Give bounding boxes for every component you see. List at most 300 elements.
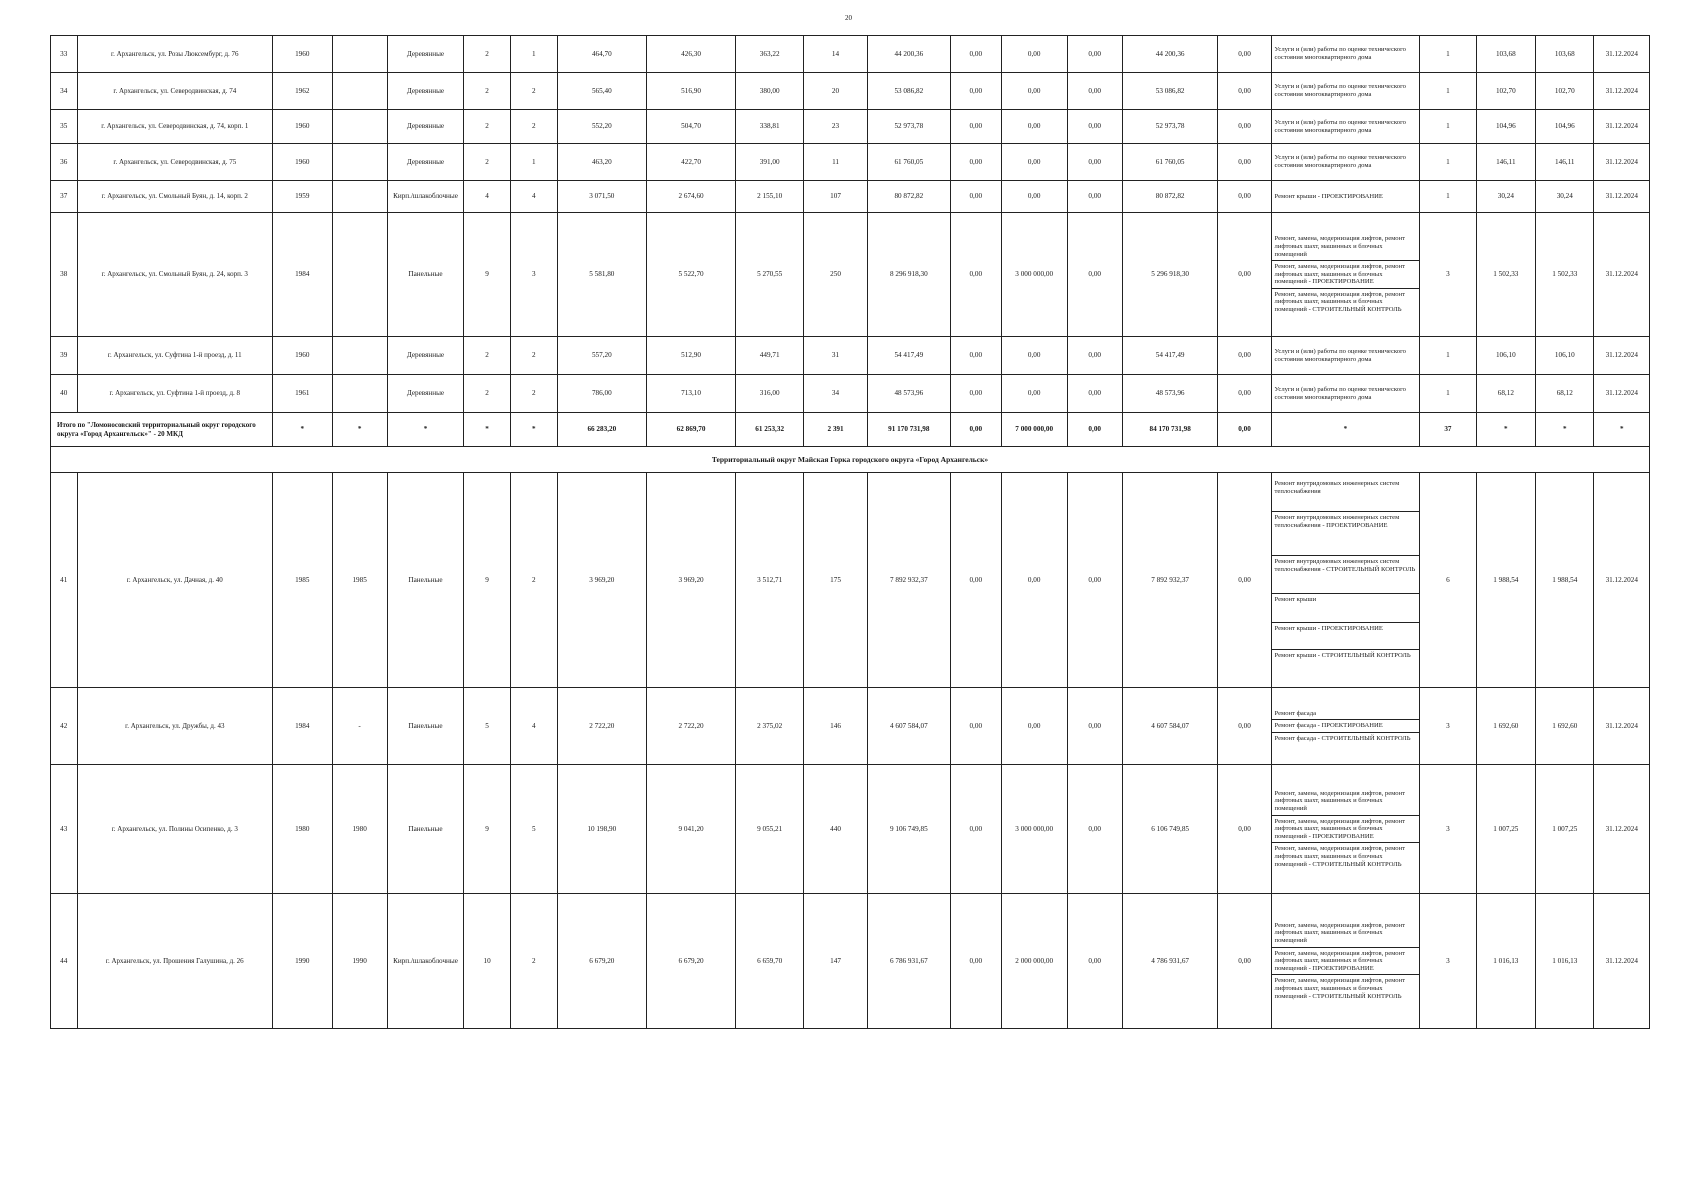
section-title: Территориальный округ Майская Горка городского округа «Город Архангельск» <box>51 447 1650 473</box>
residents: 31 <box>804 337 868 375</box>
work-type-item: Услуги и (или) работы по оценке технического состояния многоквартирного дома <box>1274 347 1406 363</box>
total-c4: * <box>332 413 387 447</box>
work-type-item: Ремонт, замена, модернизация лифтов, ремонт лифтовых шахт, машинных и блочных помещений <box>1272 788 1420 816</box>
total-f3: 0,00 <box>1067 413 1122 447</box>
fund-federal: 0,00 <box>950 337 1001 375</box>
work-types-cell <box>1271 473 1420 688</box>
total-cost: 6 786 931,67 <box>867 894 950 1029</box>
fund-other: 0,00 <box>1218 375 1271 413</box>
table-body <box>51 36 1650 1029</box>
completion-date: 31.12.2024 <box>1594 110 1650 144</box>
work-count: 3 <box>1420 213 1476 337</box>
fund-other: 0,00 <box>1218 144 1271 181</box>
row-number: 43 <box>51 765 78 894</box>
fund-federal: 0,00 <box>950 144 1001 181</box>
fund-regional: 0,00 <box>1001 375 1067 413</box>
address: г. Архангельск, ул. Смольный Буян, д. 24, корп. 3 <box>77 213 272 337</box>
work-type-item: Ремонт, замена, модернизация лифтов, ремонт лифтовых шахт, машинных и блочных помещений - ПРОЕКТИРОВАНИЕ <box>1272 816 1420 844</box>
work-count: 3 <box>1420 688 1476 765</box>
fund-federal: 0,00 <box>950 110 1001 144</box>
work-count: 1 <box>1420 181 1476 213</box>
fund-owners: 80 872,82 <box>1122 181 1218 213</box>
max-unit-cost: 104,96 <box>1536 110 1594 144</box>
completion-date: 31.12.2024 <box>1594 765 1650 894</box>
wall-material: Панельные <box>387 765 463 894</box>
section-header-row <box>51 447 1650 473</box>
completion-date: 31.12.2024 <box>1594 473 1650 688</box>
fund-local: 0,00 <box>1067 473 1122 688</box>
total-cost: 61 760,05 <box>867 144 950 181</box>
wall-material: Панельные <box>387 688 463 765</box>
residential-area: 449,71 <box>736 337 804 375</box>
total-count: 37 <box>1420 413 1476 447</box>
work-type-item: Ремонт, замена, модернизация лифтов, ремонт лифтовых шахт, машинных и блочных помещений - ПРОЕКТИРОВАНИЕ <box>1272 261 1420 289</box>
work-count: 1 <box>1420 110 1476 144</box>
wall-material: Деревянные <box>387 337 463 375</box>
completion-date: 31.12.2024 <box>1594 181 1650 213</box>
floors: 2 <box>464 375 511 413</box>
fund-regional: 0,00 <box>1001 688 1067 765</box>
floors: 5 <box>464 688 511 765</box>
commission-year: 1984 <box>273 213 332 337</box>
fund-regional: 0,00 <box>1001 181 1067 213</box>
residents: 440 <box>804 765 868 894</box>
total-area: 464,70 <box>557 36 646 73</box>
total-area: 786,00 <box>557 375 646 413</box>
max-unit-cost: 1 502,33 <box>1536 213 1594 337</box>
address: г. Архангельск, ул. Северодвинская, д. 75 <box>77 144 272 181</box>
table-row <box>51 73 1650 110</box>
fund-other: 0,00 <box>1218 337 1271 375</box>
reconstruction-year <box>332 73 387 110</box>
residents: 175 <box>804 473 868 688</box>
entrances: 5 <box>510 765 557 894</box>
total-area_total: 66 283,20 <box>557 413 646 447</box>
fund-local: 0,00 <box>1067 337 1122 375</box>
work-type-item: Ремонт фасада - СТРОИТЕЛЬНЫЙ КОНТРОЛЬ <box>1274 734 1411 742</box>
fund-regional: 0,00 <box>1001 473 1067 688</box>
total-cost: 54 417,49 <box>867 337 950 375</box>
work-count: 3 <box>1420 894 1476 1029</box>
unit-cost: 1 988,54 <box>1476 473 1535 688</box>
work-type-item: Услуги и (или) работы по оценке технического состояния многоквартирного дома <box>1274 385 1406 401</box>
max-unit-cost: 146,11 <box>1536 144 1594 181</box>
fund-local: 0,00 <box>1067 765 1122 894</box>
total-cost: 4 607 584,07 <box>867 688 950 765</box>
residents: 146 <box>804 688 868 765</box>
wall-material: Деревянные <box>387 36 463 73</box>
address: г. Архангельск, ул. Суфтина 1-й проезд, д. 8 <box>77 375 272 413</box>
table-row <box>51 894 1650 1029</box>
work-count: 1 <box>1420 375 1476 413</box>
reconstruction-year <box>332 181 387 213</box>
total-cost: 48 573,96 <box>867 375 950 413</box>
entrances: 2 <box>510 337 557 375</box>
work-types-cell <box>1271 688 1420 765</box>
entrances: 4 <box>510 688 557 765</box>
unit-cost: 1 692,60 <box>1476 688 1535 765</box>
floors: 9 <box>464 765 511 894</box>
completion-date: 31.12.2024 <box>1594 688 1650 765</box>
max-unit-cost: 68,12 <box>1536 375 1594 413</box>
wall-material: Панельные <box>387 213 463 337</box>
fund-other: 0,00 <box>1218 213 1271 337</box>
fund-federal: 0,00 <box>950 894 1001 1029</box>
residents: 107 <box>804 181 868 213</box>
total-f4: 84 170 731,98 <box>1122 413 1218 447</box>
living-area: 6 679,20 <box>646 894 735 1029</box>
work-count: 3 <box>1420 765 1476 894</box>
work-type-item: Ремонт, замена, модернизация лифтов, ремонт лифтовых шахт, машинных и блочных помещений - СТРОИТЕЛЬНЫЙ КОНТРОЛЬ <box>1274 290 1405 314</box>
fund-owners: 54 417,49 <box>1122 337 1218 375</box>
residential-area: 338,81 <box>736 110 804 144</box>
work-type-item: Ремонт, замена, модернизация лифтов, ремонт лифтовых шахт, машинных и блочных помещений <box>1272 233 1420 261</box>
table-row <box>51 144 1650 181</box>
fund-other: 0,00 <box>1218 110 1271 144</box>
total-cost: 8 296 918,30 <box>867 213 950 337</box>
living-area: 426,30 <box>646 36 735 73</box>
total-people: 2 391 <box>804 413 868 447</box>
work-type-item: Ремонт крыши <box>1272 594 1420 623</box>
fund-regional: 0,00 <box>1001 144 1067 181</box>
work-type-item: Ремонт фасада <box>1272 708 1420 721</box>
total-row <box>51 413 1650 447</box>
fund-local: 0,00 <box>1067 73 1122 110</box>
work-count: 1 <box>1420 73 1476 110</box>
total-area_res: 61 253,32 <box>736 413 804 447</box>
total-cost: 7 892 932,37 <box>867 473 950 688</box>
max-unit-cost: 30,24 <box>1536 181 1594 213</box>
max-unit-cost: 1 016,13 <box>1536 894 1594 1029</box>
commission-year: 1960 <box>273 144 332 181</box>
total-cost: 9 106 749,85 <box>867 765 950 894</box>
fund-owners: 48 573,96 <box>1122 375 1218 413</box>
living-area: 516,90 <box>646 73 735 110</box>
work-count: 1 <box>1420 36 1476 73</box>
unit-cost: 146,11 <box>1476 144 1535 181</box>
fund-federal: 0,00 <box>950 765 1001 894</box>
total-cost: 80 872,82 <box>867 181 950 213</box>
commission-year: 1960 <box>273 110 332 144</box>
fund-regional: 0,00 <box>1001 73 1067 110</box>
completion-date: 31.12.2024 <box>1594 144 1650 181</box>
total-c1: * <box>1476 413 1535 447</box>
max-unit-cost: 1 007,25 <box>1536 765 1594 894</box>
table-row <box>51 337 1650 375</box>
residents: 34 <box>804 375 868 413</box>
wall-material: Кирп./шлакоблочные <box>387 894 463 1029</box>
total-area: 10 198,90 <box>557 765 646 894</box>
work-count: 1 <box>1420 144 1476 181</box>
fund-other: 0,00 <box>1218 765 1271 894</box>
work-types-cell <box>1271 765 1420 894</box>
address: г. Архангельск, ул. Суфтина 1-й проезд, д. 11 <box>77 337 272 375</box>
total-c3: * <box>273 413 332 447</box>
work-type-item: Ремонт, замена, модернизация лифтов, ремонт лифтовых шахт, машинных и блочных помещений - СТРОИТЕЛЬНЫЙ КОНТРОЛЬ <box>1274 977 1405 1000</box>
fund-federal: 0,00 <box>950 36 1001 73</box>
reconstruction-year <box>332 36 387 73</box>
work-type-item: Ремонт внутридомовых инженерных систем теплоснабжения - СТРОИТЕЛЬНЫЙ КОНТРОЛЬ <box>1272 556 1420 594</box>
fund-owners: 53 086,82 <box>1122 73 1218 110</box>
unit-cost: 1 502,33 <box>1476 213 1535 337</box>
living-area: 504,70 <box>646 110 735 144</box>
fund-regional: 2 000 000,00 <box>1001 894 1067 1029</box>
residents: 11 <box>804 144 868 181</box>
total-f5: 0,00 <box>1218 413 1271 447</box>
fund-local: 0,00 <box>1067 36 1122 73</box>
floors: 2 <box>464 36 511 73</box>
entrances: 2 <box>510 73 557 110</box>
unit-cost: 1 007,25 <box>1476 765 1535 894</box>
table-row <box>51 765 1650 894</box>
living-area: 422,70 <box>646 144 735 181</box>
table-row <box>51 213 1650 337</box>
work-type-item: Услуги и (или) работы по оценке технического состояния многоквартирного дома <box>1274 46 1406 61</box>
completion-date: 31.12.2024 <box>1594 894 1650 1029</box>
work-type-item: Ремонт внутридомовых инженерных систем теплоснабжения - ПРОЕКТИРОВАНИЕ <box>1272 512 1420 556</box>
unit-cost: 103,68 <box>1476 36 1535 73</box>
total-area: 5 581,80 <box>557 213 646 337</box>
row-number: 38 <box>51 213 78 337</box>
reconstruction-year: 1990 <box>332 894 387 1029</box>
fund-owners: 4 786 931,67 <box>1122 894 1218 1029</box>
row-number: 41 <box>51 473 78 688</box>
total-area: 552,20 <box>557 110 646 144</box>
completion-date: 31.12.2024 <box>1594 337 1650 375</box>
commission-year: 1960 <box>273 36 332 73</box>
entrances: 2 <box>510 894 557 1029</box>
residents: 147 <box>804 894 868 1029</box>
total-cost: 53 086,82 <box>867 73 950 110</box>
total-area: 3 969,20 <box>557 473 646 688</box>
work-type-item: Ремонт крыши - ПРОЕКТИРОВАНИЕ <box>1274 192 1383 200</box>
row-number: 44 <box>51 894 78 1029</box>
work-type-item: Ремонт крыши - СТРОИТЕЛЬНЫЙ КОНТРОЛЬ <box>1274 652 1411 659</box>
reconstruction-year <box>332 375 387 413</box>
table-row <box>51 473 1650 688</box>
reconstruction-year: 1980 <box>332 765 387 894</box>
floors: 2 <box>464 73 511 110</box>
total-area: 565,40 <box>557 73 646 110</box>
commission-year: 1985 <box>273 473 332 688</box>
fund-local: 0,00 <box>1067 110 1122 144</box>
fund-owners: 52 973,78 <box>1122 110 1218 144</box>
fund-federal: 0,00 <box>950 473 1001 688</box>
address: г. Архангельск, ул. Прошения Галушина, д. 26 <box>77 894 272 1029</box>
row-number: 37 <box>51 181 78 213</box>
floors: 9 <box>464 213 511 337</box>
unit-cost: 106,10 <box>1476 337 1535 375</box>
fund-owners: 5 296 918,30 <box>1122 213 1218 337</box>
work-type-item: Услуги и (или) работы по оценке технического состояния многоквартирного дома <box>1274 154 1406 169</box>
row-number: 42 <box>51 688 78 765</box>
work-type-item: Ремонт, замена, модернизация лифтов, ремонт лифтовых шахт, машинных и блочных помещений - ПРОЕКТИРОВАНИЕ <box>1272 948 1420 976</box>
living-area: 5 522,70 <box>646 213 735 337</box>
table-row <box>51 181 1650 213</box>
wall-material: Деревянные <box>387 144 463 181</box>
fund-federal: 0,00 <box>950 688 1001 765</box>
entrances: 2 <box>510 110 557 144</box>
work-count: 6 <box>1420 473 1476 688</box>
fund-regional: 3 000 000,00 <box>1001 213 1067 337</box>
residential-area: 391,00 <box>736 144 804 181</box>
work-types-cell <box>1271 337 1420 375</box>
address: г. Архангельск, ул. Северодвинская, д. 74, корп. 1 <box>77 110 272 144</box>
residents: 20 <box>804 73 868 110</box>
total-works: * <box>1271 413 1420 447</box>
commission-year: 1960 <box>273 337 332 375</box>
completion-date: 31.12.2024 <box>1594 73 1650 110</box>
max-unit-cost: 1 988,54 <box>1536 473 1594 688</box>
completion-date: 31.12.2024 <box>1594 375 1650 413</box>
reconstruction-year: 1985 <box>332 473 387 688</box>
residential-area: 2 155,10 <box>736 181 804 213</box>
wall-material: Кирп./шлакоблочные <box>387 181 463 213</box>
fund-local: 0,00 <box>1067 144 1122 181</box>
repair-program-table <box>50 35 1650 1029</box>
work-type-item: Ремонт фасада - ПРОЕКТИРОВАНИЕ <box>1272 720 1420 733</box>
fund-federal: 0,00 <box>950 213 1001 337</box>
total-area: 557,20 <box>557 337 646 375</box>
residential-area: 9 055,21 <box>736 765 804 894</box>
unit-cost: 68,12 <box>1476 375 1535 413</box>
residential-area: 5 270,55 <box>736 213 804 337</box>
completion-date: 31.12.2024 <box>1594 213 1650 337</box>
total-cost: 52 973,78 <box>867 110 950 144</box>
floors: 4 <box>464 181 511 213</box>
entrances: 3 <box>510 213 557 337</box>
work-types-cell <box>1271 213 1420 337</box>
living-area: 2 674,60 <box>646 181 735 213</box>
total-f1: 0,00 <box>950 413 1001 447</box>
total-cost: 44 200,36 <box>867 36 950 73</box>
total-c6: * <box>464 413 511 447</box>
unit-cost: 30,24 <box>1476 181 1535 213</box>
fund-regional: 0,00 <box>1001 337 1067 375</box>
table-row <box>51 375 1650 413</box>
row-number: 34 <box>51 73 78 110</box>
total-label: Итого по "Ломоносовский территориальный округ городского округа «Город Архангельск»" - 20 МКД <box>51 413 273 447</box>
fund-other: 0,00 <box>1218 36 1271 73</box>
wall-material: Деревянные <box>387 375 463 413</box>
fund-other: 0,00 <box>1218 181 1271 213</box>
living-area: 512,90 <box>646 337 735 375</box>
total-date: * <box>1594 413 1650 447</box>
max-unit-cost: 1 692,60 <box>1536 688 1594 765</box>
total-cost: 91 170 731,98 <box>867 413 950 447</box>
work-types-cell <box>1271 144 1420 181</box>
living-area: 9 041,20 <box>646 765 735 894</box>
fund-local: 0,00 <box>1067 375 1122 413</box>
work-type-item: Ремонт внутридомовых инженерных систем теплоснабжения <box>1272 478 1420 512</box>
floors: 2 <box>464 110 511 144</box>
address: г. Архангельск, ул. Дружбы, д. 43 <box>77 688 272 765</box>
residential-area: 6 659,70 <box>736 894 804 1029</box>
entrances: 2 <box>510 473 557 688</box>
reconstruction-year <box>332 144 387 181</box>
work-type-item: Ремонт, замена, модернизация лифтов, ремонт лифтовых шахт, машинных и блочных помещений - СТРОИТЕЛЬНЫЙ КОНТРОЛЬ <box>1274 845 1405 868</box>
fund-federal: 0,00 <box>950 375 1001 413</box>
total-c7: * <box>510 413 557 447</box>
total-area: 3 071,50 <box>557 181 646 213</box>
residential-area: 363,22 <box>736 36 804 73</box>
fund-regional: 0,00 <box>1001 110 1067 144</box>
entrances: 2 <box>510 375 557 413</box>
work-types-cell <box>1271 181 1420 213</box>
unit-cost: 102,70 <box>1476 73 1535 110</box>
address: г. Архангельск, ул. Северодвинская, д. 74 <box>77 73 272 110</box>
fund-local: 0,00 <box>1067 181 1122 213</box>
address: г. Архангельск, ул. Смольный Буян, д. 14, корп. 2 <box>77 181 272 213</box>
work-count: 1 <box>1420 337 1476 375</box>
wall-material: Панельные <box>387 473 463 688</box>
total-c5: * <box>387 413 463 447</box>
work-type-item: Услуги и (или) работы по оценке технического состояния многоквартирного дома <box>1274 83 1406 98</box>
total-f2: 7 000 000,00 <box>1001 413 1067 447</box>
reconstruction-year <box>332 337 387 375</box>
fund-other: 0,00 <box>1218 894 1271 1029</box>
reconstruction-year <box>332 213 387 337</box>
work-types-cell <box>1271 36 1420 73</box>
row-number: 36 <box>51 144 78 181</box>
entrances: 1 <box>510 36 557 73</box>
living-area: 3 969,20 <box>646 473 735 688</box>
work-types-cell <box>1271 110 1420 144</box>
fund-other: 0,00 <box>1218 688 1271 765</box>
work-types-cell <box>1271 894 1420 1029</box>
commission-year: 1959 <box>273 181 332 213</box>
fund-local: 0,00 <box>1067 213 1122 337</box>
commission-year: 1962 <box>273 73 332 110</box>
address: г. Архангельск, ул. Дачная, д. 40 <box>77 473 272 688</box>
fund-owners: 7 892 932,37 <box>1122 473 1218 688</box>
work-type-item: Ремонт, замена, модернизация лифтов, ремонт лифтовых шахт, машинных и блочных помещений <box>1272 920 1420 948</box>
row-number: 39 <box>51 337 78 375</box>
max-unit-cost: 106,10 <box>1536 337 1594 375</box>
fund-other: 0,00 <box>1218 473 1271 688</box>
total-c2: * <box>1536 413 1594 447</box>
floors: 2 <box>464 144 511 181</box>
row-number: 33 <box>51 36 78 73</box>
unit-cost: 104,96 <box>1476 110 1535 144</box>
page-number: 20 <box>845 14 852 22</box>
commission-year: 1961 <box>273 375 332 413</box>
unit-cost: 1 016,13 <box>1476 894 1535 1029</box>
wall-material: Деревянные <box>387 110 463 144</box>
fund-federal: 0,00 <box>950 73 1001 110</box>
fund-owners: 44 200,36 <box>1122 36 1218 73</box>
floors: 2 <box>464 337 511 375</box>
table-row <box>51 36 1650 73</box>
address: г. Архангельск, ул. Розы Люксембург, д. 76 <box>77 36 272 73</box>
residential-area: 3 512,71 <box>736 473 804 688</box>
work-type-item: Ремонт крыши - ПРОЕКТИРОВАНИЕ <box>1272 623 1420 650</box>
entrances: 4 <box>510 181 557 213</box>
completion-date: 31.12.2024 <box>1594 36 1650 73</box>
fund-federal: 0,00 <box>950 181 1001 213</box>
work-types-cell <box>1271 73 1420 110</box>
floors: 9 <box>464 473 511 688</box>
wall-material: Деревянные <box>387 73 463 110</box>
max-unit-cost: 102,70 <box>1536 73 1594 110</box>
fund-owners: 6 106 749,85 <box>1122 765 1218 894</box>
reconstruction-year <box>332 110 387 144</box>
work-types-cell <box>1271 375 1420 413</box>
floors: 10 <box>464 894 511 1029</box>
table-row <box>51 110 1650 144</box>
total-area: 6 679,20 <box>557 894 646 1029</box>
commission-year: 1984 <box>273 688 332 765</box>
